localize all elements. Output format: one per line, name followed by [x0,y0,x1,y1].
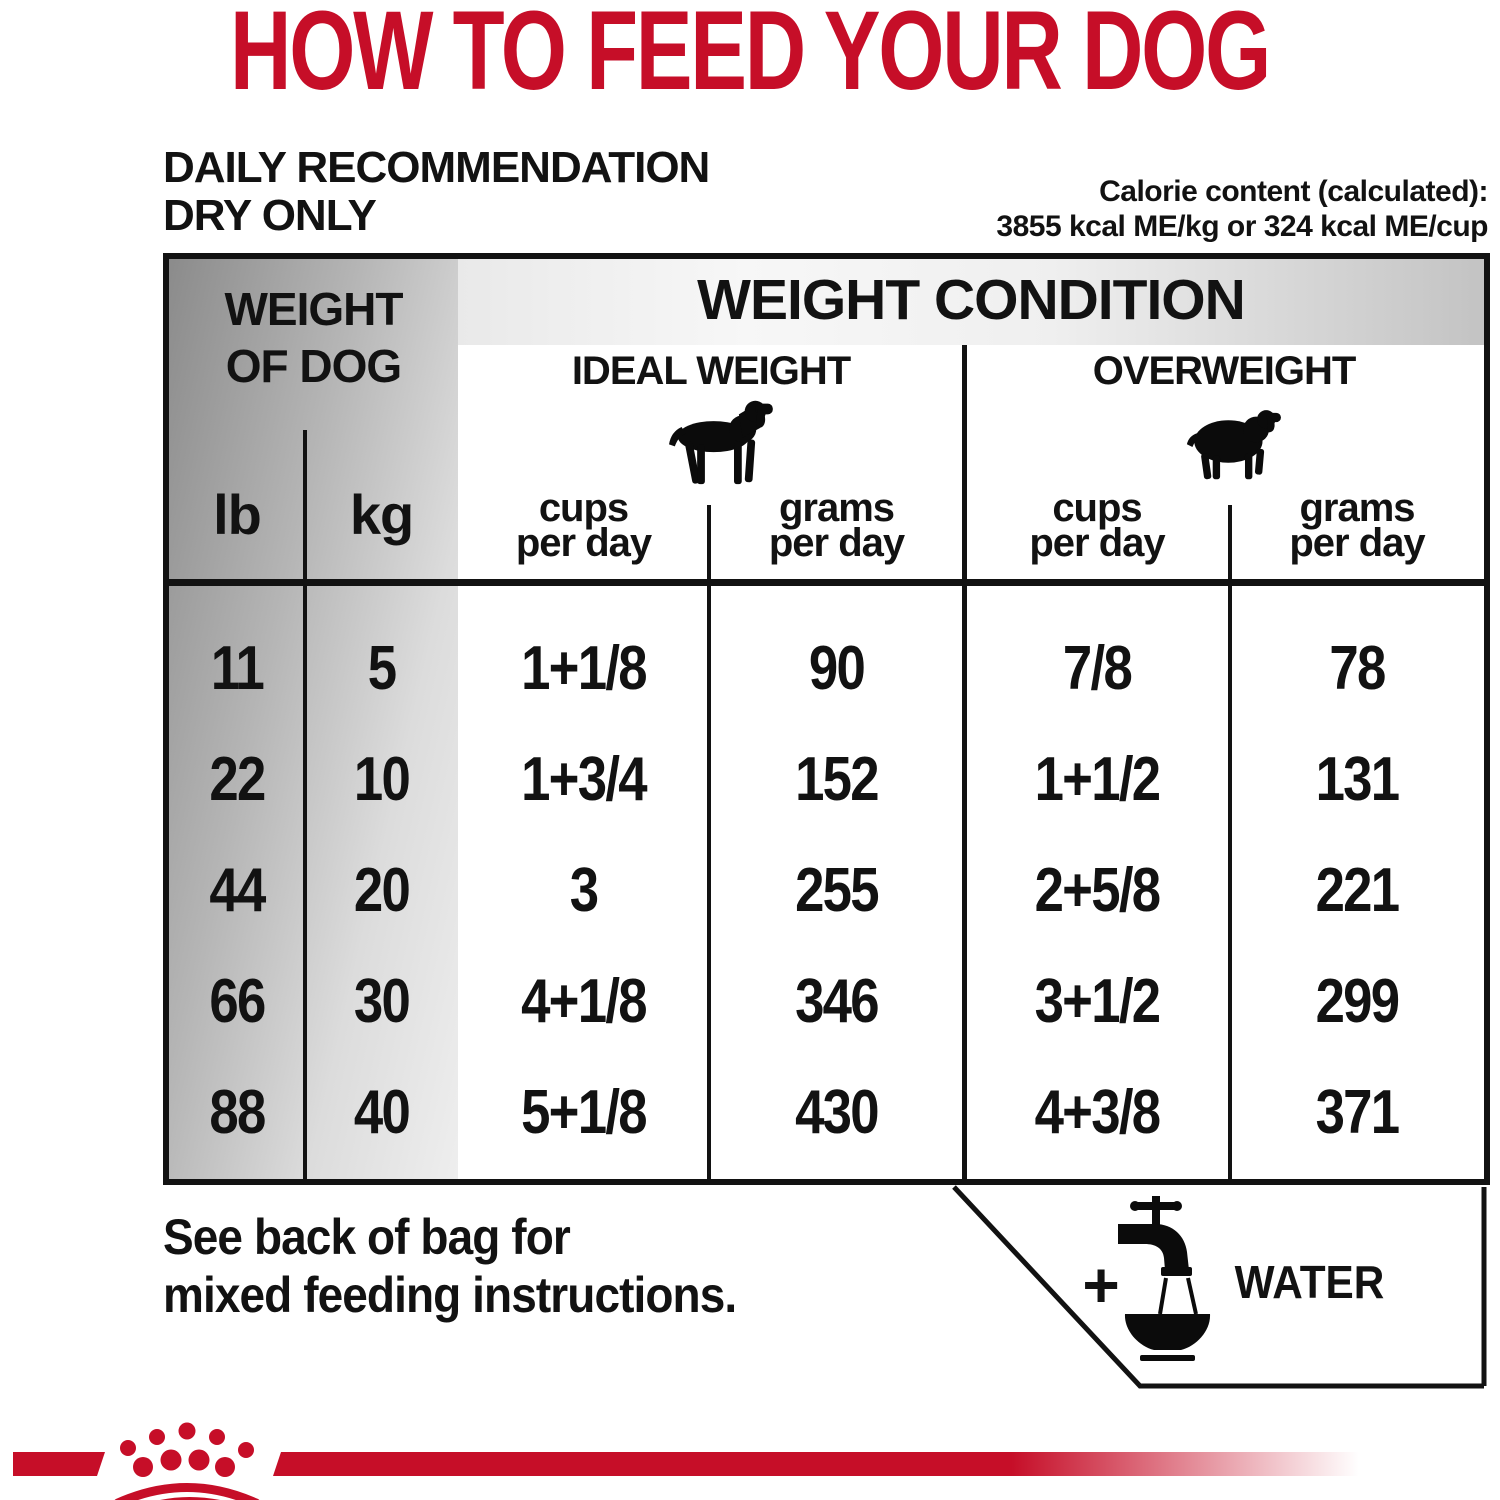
cell-ideal-cups: 5+1/8 [521,1077,646,1147]
cell-overweight-cups: 1+1/2 [1034,744,1160,814]
ideal-cups-header [458,486,709,565]
page-title-text: HOW TO FEED YOUR DOG [230,0,1270,113]
brand-stripe-left [13,1452,105,1476]
cell-lb: 44 [209,855,265,925]
cell-lb: 22 [209,744,265,814]
cups-line2: per day [515,521,652,565]
header-separator-line [169,579,1484,586]
feeding-note [163,1208,736,1324]
cell-ideal-grams: 430 [795,1077,878,1147]
cell-overweight-cups: 4+3/8 [1034,1077,1160,1147]
calorie-line2: 3855 kcal ME/kg or 324 kcal ME/cup [996,210,1488,243]
cell-lb: 88 [209,1077,265,1147]
table-row [169,941,1484,1061]
daily-recommendation-heading [163,144,709,240]
grams-line2: per day [1289,521,1425,565]
cell-ideal-grams: 346 [795,966,878,1036]
cell-overweight-grams: 78 [1329,633,1385,703]
weight-condition-label: WEIGHT CONDITION [697,268,1245,332]
water-label: WATER [1234,1256,1385,1308]
daily-recommendation-line2: DRY ONLY [163,191,376,240]
plus-sign: + [1082,1249,1120,1321]
overweight-grams-header [1230,486,1484,565]
cell-overweight-grams: 371 [1315,1077,1399,1147]
cups-line1: cups [1052,486,1142,530]
cell-kg: 5 [367,633,396,703]
weight-of-dog-label [169,281,458,395]
cell-lb: 66 [209,966,265,1036]
calorie-line1: Calorie content (calculated): [1099,175,1488,208]
calorie-content [996,174,1488,244]
brand-stripe-right [273,1452,1359,1476]
feeding-note-line2: mixed feeding instructions. [163,1267,737,1323]
feeding-note-line1: See back of bag for [163,1209,570,1265]
grams-line2: per day [768,521,905,565]
cell-lb: 11 [210,633,264,703]
unit-kg-label: kg [349,483,414,546]
cell-overweight-grams: 131 [1315,744,1399,814]
overweight-label: OVERWEIGHT [1092,348,1356,393]
table-row [169,608,1484,728]
grams-line1: grams [1299,486,1415,530]
cell-ideal-cups: 1+1/8 [521,633,646,703]
cell-overweight-grams: 299 [1315,966,1399,1036]
ideal-grams-header [709,486,964,565]
table-row [169,1052,1484,1172]
cell-ideal-grams: 255 [795,855,878,925]
cups-line2: per day [1029,521,1165,565]
feeding-table [163,253,1490,1185]
cell-overweight-grams: 221 [1315,855,1399,925]
cell-kg: 30 [353,966,410,1036]
overweight-cups-header [964,486,1230,565]
table-row [169,830,1484,950]
cell-overweight-cups: 3+1/2 [1034,966,1160,1036]
cell-overweight-cups: 7/8 [1062,633,1132,703]
weight-of-dog-line1: WEIGHT [224,283,403,335]
cell-kg: 40 [353,1077,410,1147]
water-faucet-bowl-icon [1115,1196,1220,1366]
cell-overweight-cups: 2+5/8 [1034,855,1160,925]
cell-ideal-grams: 90 [808,633,865,703]
royal-canin-crown-logo [105,1415,270,1500]
ideal-dog-icon [657,393,779,490]
ideal-weight-label: IDEAL WEIGHT [571,348,851,393]
weight-of-dog-line2: OF DOG [225,340,402,392]
cell-ideal-cups: 3 [569,855,598,925]
page-title [0,0,1500,115]
grams-line1: grams [778,486,895,530]
table-row [169,719,1484,839]
daily-recommendation-line1: DAILY RECOMMENDATION [163,143,710,192]
cell-kg: 20 [353,855,410,925]
cell-kg: 10 [353,744,410,814]
cell-ideal-cups: 4+1/8 [521,966,646,1036]
water-callout-outline [940,1180,1500,1400]
cell-ideal-cups: 1+3/4 [521,744,646,814]
unit-lb-label: lb [213,483,261,546]
cell-ideal-grams: 152 [795,744,878,814]
cups-line1: cups [538,486,629,530]
overweight-dog-icon [1181,400,1285,483]
